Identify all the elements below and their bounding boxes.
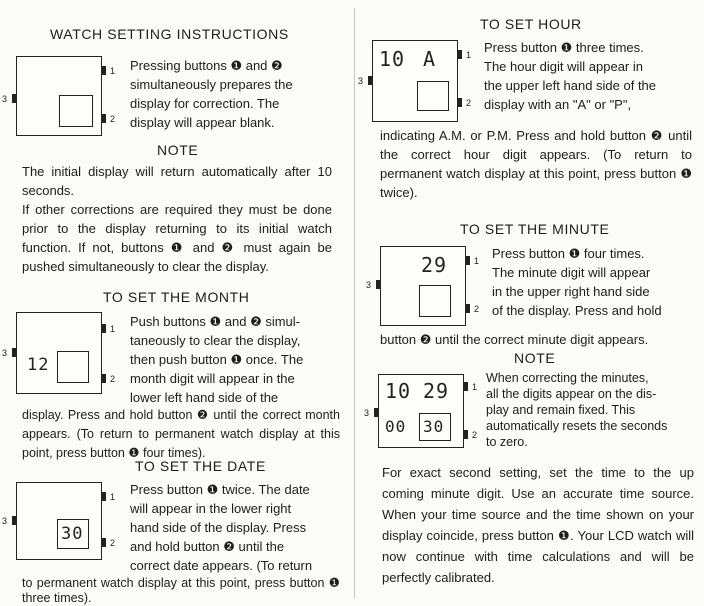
month-line: month digit will appear in the <box>130 371 295 386</box>
note-paragraph-2: If other corrections are required they must be done prior to the display returning to its initial watch function. If not, buttons ❶ and ❷ must again be pushed simultaneously to clear the display. <box>22 202 332 274</box>
button-1-label: 1 <box>474 256 480 266</box>
watch-diagram-hour <box>358 40 482 124</box>
hour-text <box>484 38 696 114</box>
note-heading: NOTE <box>157 142 199 158</box>
button-2-label: 2 <box>474 304 480 314</box>
month-line: taneously to clear the display, <box>130 333 301 348</box>
full-month-digits: 00 <box>385 417 407 436</box>
final-paragraph: For exact second setting, set the time to the up coming minute digit. Use an accurate time source. When your time source and the time shown on your display coincide, press button ❶. Your LCD watch will now continue with time calculations and will be perfectly calibrated. <box>382 465 694 585</box>
lcd-segment-box <box>419 285 451 317</box>
hour-digits: 10 <box>379 47 406 71</box>
intro-line: Pressing buttons ❶ and ❷ <box>130 58 283 73</box>
hour-line: the upper left hand side of the <box>484 78 657 93</box>
button-2 <box>102 114 106 123</box>
date-line: hand side of the display. Press <box>130 520 307 535</box>
watch-diagram-blank <box>2 56 126 138</box>
button-2 <box>102 374 106 383</box>
button-3-label: 3 <box>2 348 8 358</box>
button-1 <box>466 256 470 265</box>
button-1 <box>464 382 468 391</box>
button-1-label: 1 <box>466 50 472 60</box>
button-1 <box>458 50 462 59</box>
note-line: automatically resets the seconds <box>486 419 668 433</box>
full-date-box <box>419 413 451 441</box>
note-heading-right: NOTE <box>514 350 556 366</box>
note-line: When correcting the minutes, <box>486 371 649 385</box>
main-title: WATCH SETTING INSTRUCTIONS <box>50 26 289 42</box>
button-2 <box>466 304 470 313</box>
watch-diagram-full <box>364 374 486 450</box>
watch-display <box>372 40 458 122</box>
minute-digits: 29 <box>421 253 448 277</box>
watch-display <box>380 246 466 326</box>
watch-diagram-month <box>2 312 126 396</box>
date-box <box>57 519 89 549</box>
button-1 <box>102 66 106 75</box>
button-3-label: 3 <box>2 516 8 526</box>
button-2-label: 2 <box>110 538 116 548</box>
button-1 <box>102 324 106 333</box>
button-3 <box>12 348 16 357</box>
watch-diagram-date <box>2 482 126 562</box>
button-3 <box>12 94 16 103</box>
button-1-label: 1 <box>472 382 478 392</box>
note-paragraph-1: The initial display will return automatically after 10 seconds. <box>22 164 332 198</box>
minute-text <box>492 244 696 320</box>
date-line: will appear in the lower right <box>130 501 292 516</box>
watch-diagram-minute <box>366 246 490 328</box>
minute-heading: TO SET THE MINUTE <box>460 221 610 237</box>
button-2-label: 2 <box>110 374 116 384</box>
date-line: correct date appears. (To return <box>130 558 313 573</box>
button-2-label: 2 <box>472 430 478 440</box>
month-paragraph: display. Press and hold button ❷ until the correct month appears. (To return to permanent watch display at this point, press button ❶ four times). <box>22 408 340 460</box>
watch-display <box>16 482 102 560</box>
button-3 <box>368 76 372 85</box>
lcd-segment-box <box>57 351 89 383</box>
minute-line: The minute digit will appear <box>492 265 651 280</box>
full-hour-digits: 10 <box>385 379 412 403</box>
ampm-indicator: A <box>423 47 437 71</box>
hour-paragraph: indicating A.M. or P.M. Press and hold button ❷ until the correct hour digit appears. (To return to permanent watch display at this point, press button ❶ twice). <box>380 128 692 200</box>
intro-line: simultaneously prepares the <box>130 77 293 92</box>
button-2 <box>464 430 468 439</box>
button-3-label: 3 <box>366 280 372 290</box>
button-3-label: 3 <box>364 408 370 418</box>
button-3 <box>376 280 380 289</box>
note-line: play and remain fixed. This <box>486 403 636 417</box>
hour-line: Press button ❶ three times. <box>484 40 644 55</box>
column-divider <box>354 8 355 598</box>
minute-paragraph: button ❷ until the correct minute digit appears. <box>380 332 649 347</box>
button-1-label: 1 <box>110 492 116 502</box>
date-text <box>130 480 340 575</box>
month-line: Push buttons ❶ and ❷ simul- <box>130 314 300 329</box>
button-2 <box>458 98 462 107</box>
button-1-label: 1 <box>110 324 116 334</box>
button-3-label: 3 <box>358 76 364 86</box>
minute-line: of the display. Press and hold <box>492 303 662 318</box>
button-1 <box>102 492 106 501</box>
minute-line: in the upper right hand side <box>492 284 650 299</box>
watch-display <box>16 312 102 394</box>
month-text <box>130 312 340 407</box>
lcd-segment-box <box>417 81 449 111</box>
lcd-segment-box <box>59 95 93 127</box>
hour-line: The hour digit will appear in <box>484 59 643 74</box>
date-line: and hold button ❷ until the <box>130 539 285 554</box>
button-1-label: 1 <box>110 66 116 76</box>
note-text-right <box>486 370 698 450</box>
intro-line: display for correction. The <box>130 96 280 111</box>
button-2-label: 2 <box>466 98 472 108</box>
month-digits: 12 <box>27 355 50 375</box>
button-2 <box>102 538 106 547</box>
button-3 <box>374 408 378 417</box>
month-line: lower left hand side of the <box>130 390 279 405</box>
date-heading: TO SET THE DATE <box>135 458 266 474</box>
month-heading: TO SET THE MONTH <box>103 289 250 305</box>
note-line: all the digits appear on the dis- <box>486 387 657 401</box>
hour-line: display with an "A" or "P", <box>484 97 632 112</box>
intro-text <box>130 56 330 132</box>
date-line: Press button ❶ twice. The date <box>130 482 310 497</box>
date-paragraph: to permanent watch display at this point, press button ❶ three times). <box>22 576 340 605</box>
date-digits: 30 <box>61 524 84 544</box>
button-3-label: 3 <box>2 94 8 104</box>
full-minute-digits: 29 <box>423 379 450 403</box>
minute-line: Press button ❶ four times. <box>492 246 645 261</box>
hour-heading: TO SET HOUR <box>480 16 582 32</box>
intro-line: display will appear blank. <box>130 115 275 130</box>
button-2-label: 2 <box>110 114 116 124</box>
watch-display <box>16 56 102 136</box>
full-date-digits: 30 <box>423 417 445 436</box>
button-3 <box>12 516 16 525</box>
note-line: to zero. <box>486 435 528 449</box>
watch-display <box>378 374 464 448</box>
month-line: then push button ❶ once. The <box>130 352 304 367</box>
